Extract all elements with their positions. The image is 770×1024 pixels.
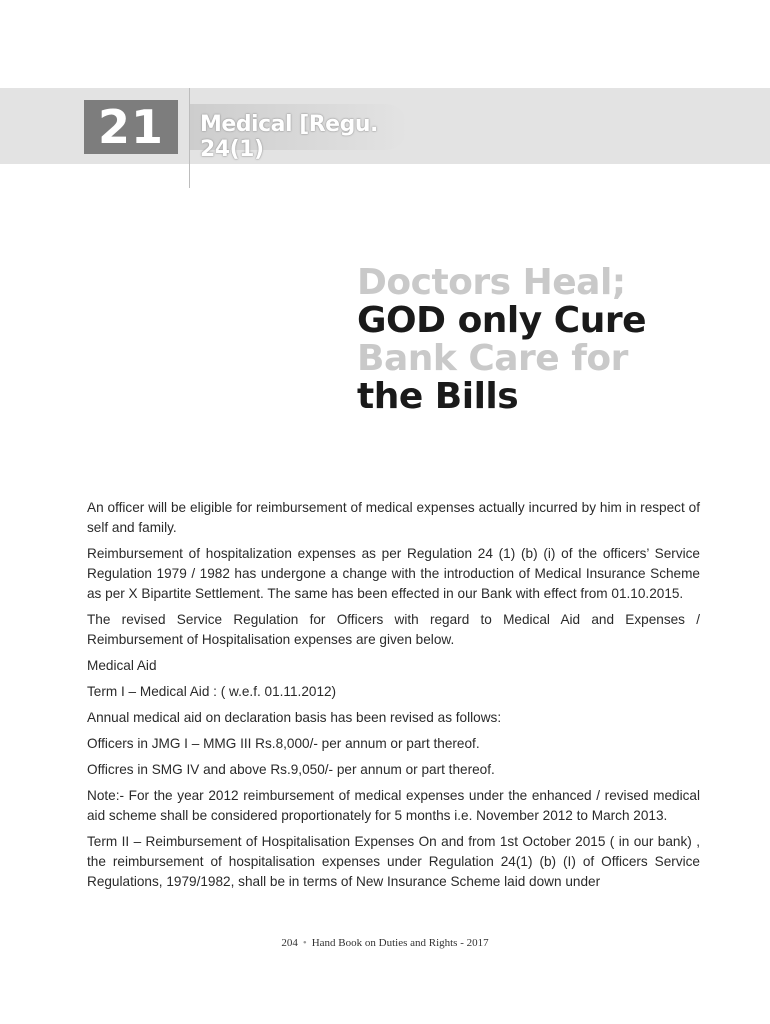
tagline-line-3: Bank Care for: [357, 338, 628, 379]
paragraph: An officer will be eligible for reimbursement of medical expenses actually incurred by him in respect of self and family.: [87, 500, 700, 535]
paragraph: Note:- For the year 2012 reimbursement of medical expenses under the enhanced / revised medical aid scheme shall be considered proportionately for 5 months i.e. November 2012 to March 2013.: [87, 788, 700, 823]
paragraph: Annual medical aid on declaration basis has been revised as follows:: [87, 710, 502, 725]
body-text: [87, 498, 700, 898]
tagline-line-2: GOD only Cure: [357, 300, 646, 341]
chapter-title: Medical [Regu. 24(1): [200, 112, 378, 162]
paragraph: Reimbursement of hospitalization expenses as per Regulation 24 (1) (b) (i) of the officers’ Service Regulation 1979 / 1982 has undergone a change with the introduction of Medical Insurance Scheme as per X Bipartite Settlement. The same has been effected in our Bank with effect from 01.10.2015.: [87, 546, 700, 601]
paragraph: The revised Service Regulation for Officers with regard to Medical Aid and Expenses / Reimbursement of Hospitalisation expenses are given below.: [87, 612, 700, 647]
paragraph: Term II – Reimbursement of Hospitalisation Expenses On and from 1st October 2015 ( in our bank) , the reimbursement of hospitalisation expenses under Regulation 24(1) (b) (I) of Officers Service Regulations, 1979/1982, shall be in terms of New Insurance Scheme laid down under: [87, 834, 700, 889]
paragraph: Term I – Medical Aid : ( w.e.f. 01.11.2012): [87, 684, 337, 699]
tagline: [357, 264, 646, 416]
chapter-number: 21: [84, 100, 178, 154]
chapter-title-tab: [190, 104, 408, 162]
paragraph: Officres in SMG IV and above Rs.9,050/- per annum or part thereof.: [87, 762, 495, 777]
tagline-line-4: the Bills: [357, 376, 519, 417]
page-number: 204: [281, 937, 298, 949]
tagline-line-1: Doctors Heal;: [357, 262, 626, 303]
book-title: Hand Book on Duties and Rights - 2017: [311, 937, 489, 949]
bullet-separator: •: [302, 937, 307, 949]
paragraph: Officers in JMG I – MMG III Rs.8,000/- per annum or part thereof.: [87, 736, 480, 751]
section-heading: Medical Aid: [87, 658, 157, 673]
page-footer: [0, 937, 770, 949]
